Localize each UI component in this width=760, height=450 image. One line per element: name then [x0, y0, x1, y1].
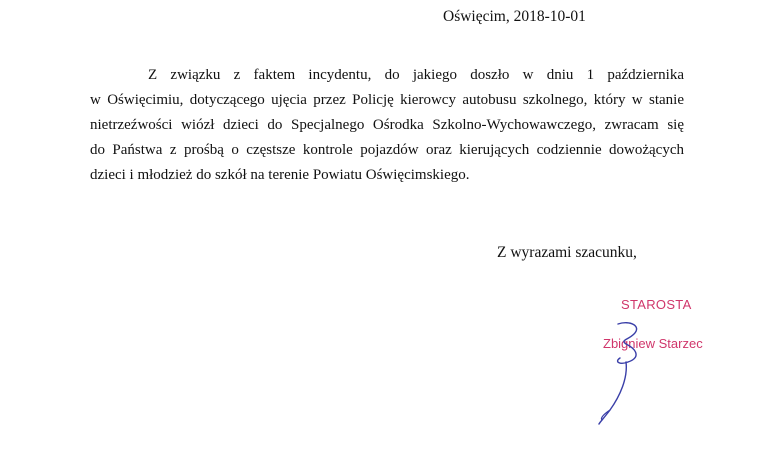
body-line: w Oświęcimiu, dotyczącego ujęcia przez Policję kierowcy autobusu szkolnego, który w stanie — [90, 92, 684, 108]
signature-stroke-lower — [599, 362, 626, 424]
letter-body — [90, 63, 684, 188]
handwritten-signature — [590, 318, 690, 428]
stamp-name: Zbigniew Starzec — [603, 336, 703, 351]
stamp-title: STAROSTA — [621, 297, 692, 312]
closing-phrase: Z wyrazami szacunku, — [497, 244, 637, 261]
signature-stroke-upper — [618, 323, 637, 363]
body-line: nietrzeźwości wiózł dzieci do Specjalnego Ośrodka Szkolno-Wychowawczego, zwracam się — [90, 117, 684, 133]
body-line: Z związku z faktem incydentu, do jakiego doszło w dniu 1 października — [148, 67, 684, 83]
place-and-date: Oświęcim, 2018-10-01 — [443, 8, 586, 25]
body-line: dzieci i młodzież do szkół na terenie Powiatu Oświęcimskiego. — [90, 167, 470, 183]
body-line: do Państwa z prośbą o częstsze kontrole pojazdów oraz kierujących codziennie dowożących — [90, 142, 684, 158]
